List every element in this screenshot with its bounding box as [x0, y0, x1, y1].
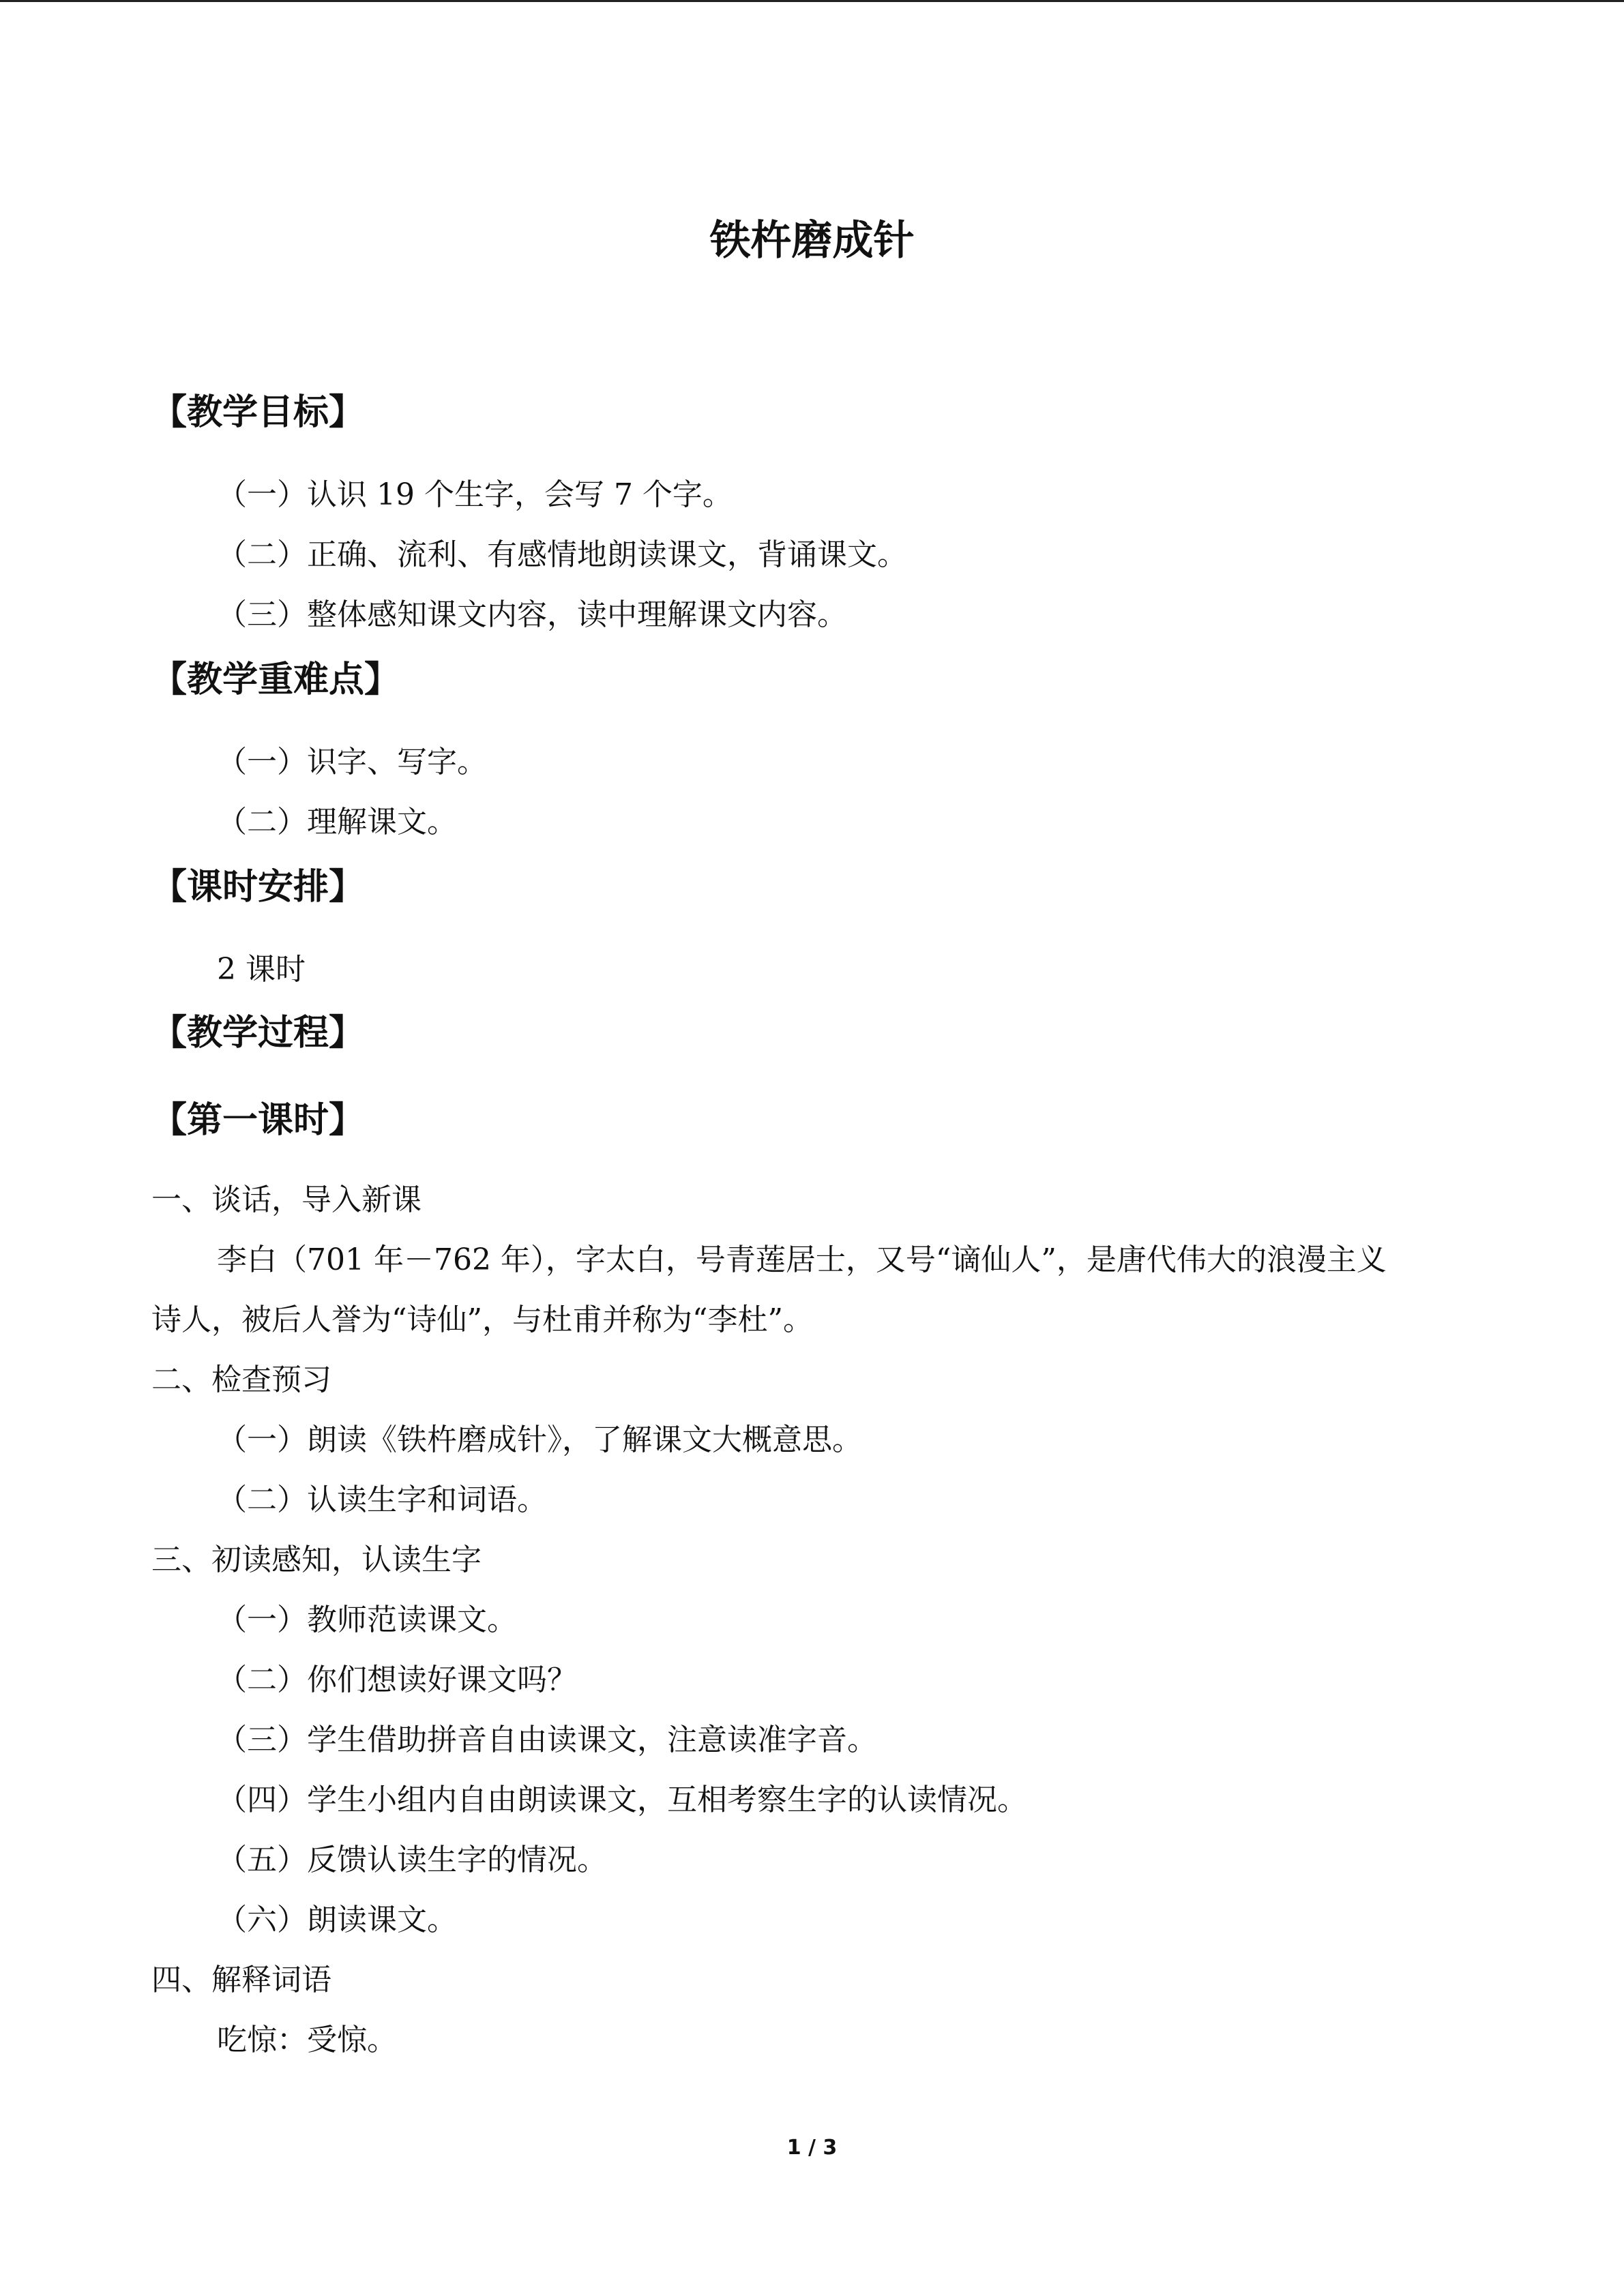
- part-3-item-4: （四）学生小组内自由朗读课文，互相考察生字的认读情况。: [217, 1783, 1027, 1817]
- part-2-item-1: （一）朗读《铁杵磨成针》，了解课文大概意思。: [217, 1422, 862, 1457]
- part-2-item-2: （二）认读生字和词语。: [217, 1482, 547, 1517]
- part-3-title: 三、初读感知，认读生字: [151, 1542, 482, 1577]
- part-3-item-2: （二）你们想读好课文吗？: [217, 1663, 577, 1697]
- heading-process: 【教学过程】: [151, 1013, 365, 1054]
- part-4-title: 四、解释词语: [151, 1963, 331, 1997]
- key-point-item-1: （一）识字、写字。: [217, 745, 487, 779]
- part-2-title: 二、检查预习: [151, 1362, 331, 1397]
- heading-schedule: 【课时安排】: [151, 867, 365, 908]
- schedule-text: 2 课时: [217, 952, 306, 987]
- heading-key-points: 【教学重难点】: [151, 659, 400, 700]
- objective-item-2: （二）正确、流利、有感情地朗读课文，背诵课文。: [217, 537, 907, 572]
- part-4-item-1: 吃惊：受惊。: [217, 2023, 397, 2057]
- part-3-item-3: （三）学生借助拼音自由读课文，注意读准字音。: [217, 1723, 877, 1757]
- part-3-item-1: （一）教师范读课文。: [217, 1602, 517, 1637]
- part-3-item-6: （六）朗读课文。: [217, 1903, 457, 1937]
- page-number: 1 / 3: [786, 2136, 838, 2160]
- heading-objectives: 【教学目标】: [151, 392, 365, 433]
- part-3-item-5: （五）反馈认读生字的情况。: [217, 1843, 607, 1877]
- part-1-title: 一、谈话，导入新课: [151, 1182, 422, 1217]
- part-1-paragraph-line-2: 诗人，被后人誉为“诗仙”，与杜甫并称为“李杜”。: [151, 1302, 813, 1337]
- objective-item-1: （一）认识 19 个生字，会写 7 个字。: [217, 477, 733, 512]
- document-title: 铁杵磨成针: [709, 217, 915, 265]
- part-1-paragraph-line-1: 李白（701 年－762 年），字太白，号青莲居士，又号“谪仙人”，是唐代伟大的浪漫主义: [217, 1242, 1387, 1277]
- objective-item-3: （三）整体感知课文内容，读中理解课文内容。: [217, 597, 847, 632]
- key-point-item-2: （二）理解课文。: [217, 805, 457, 839]
- heading-lesson-1: 【第一课时】: [151, 1100, 365, 1141]
